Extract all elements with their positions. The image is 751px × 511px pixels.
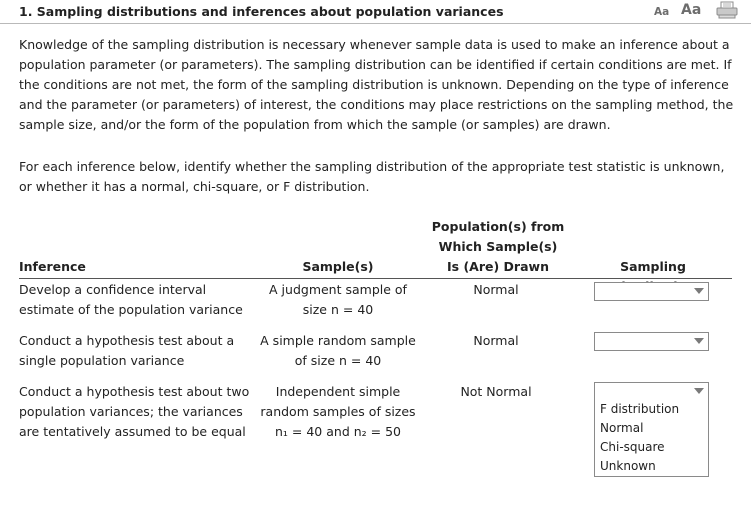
- intro-paragraph: Knowledge of the sampling distribution is necessary whenever sample data is used to make an inference about a population parameter (or parameters). The sampling distribution can be identified if certain conditions are met. If the conditions are not met, the form of the sampling distribution is unknown. Depending on the type of inference and the parameter (or parameters) of interest, the conditions may place restrictions on the sampling method, the sample size, and/or the form of the population from which the sample (or samples) are drawn.: [19, 37, 734, 132]
- chevron-down-icon: [694, 338, 704, 344]
- column-header-sample: Sample(s): [302, 259, 374, 274]
- row1-sample-line1: A judgment sample of: [269, 282, 407, 297]
- row2-sample: [258, 331, 418, 371]
- row3-inference: [19, 382, 254, 442]
- dropdown-option-unknown[interactable]: Unknown: [600, 459, 656, 473]
- dropdown-option-f-distribution[interactable]: F distribution: [600, 402, 680, 416]
- row2-sample-line2: of size n = 40: [294, 353, 382, 368]
- row1-sample-line2: size n = 40: [302, 302, 374, 317]
- column-header-population-line2: Which Sample(s): [438, 239, 558, 254]
- row2-inference-line1: Conduct a hypothesis test about a: [19, 333, 235, 348]
- row2-population: Normal: [473, 333, 519, 348]
- row2-sample-line1: A simple random sample: [260, 333, 416, 348]
- row1-population: Normal: [473, 282, 519, 297]
- row2-inference-line2: single population variance: [19, 353, 185, 368]
- row3-sample-line2: random samples of sizes: [260, 404, 416, 419]
- chevron-down-icon: [694, 388, 704, 394]
- dropdown-option-normal[interactable]: Normal: [600, 421, 644, 435]
- row1-sample: [258, 280, 418, 320]
- row1-distribution-select[interactable]: [594, 282, 709, 301]
- row3-distribution-select[interactable]: [594, 382, 709, 401]
- row1-inference: [19, 280, 254, 320]
- row3-inference-line1: Conduct a hypothesis test about two: [19, 384, 250, 399]
- column-header-population-line1: Population(s) from: [431, 219, 565, 234]
- question-title: 1. Sampling distributions and inferences about population variances: [19, 4, 504, 19]
- question-header: [0, 0, 751, 24]
- column-header-population: [428, 217, 568, 277]
- row3-dropdown-list: [594, 400, 709, 477]
- row2-inference: [19, 331, 254, 371]
- row1-inference-line2: estimate of the population variance: [19, 302, 243, 317]
- print-icon[interactable]: [716, 1, 738, 19]
- instructions-paragraph: For each inference below, identify whether the sampling distribution of the appropriate test statistic is unknown, or whether it has a normal, chi-square, or F distribution.: [19, 159, 725, 194]
- dropdown-option-chi-square[interactable]: Chi-square: [600, 440, 665, 454]
- row3-population: Not Normal: [460, 384, 532, 399]
- increase-font-button[interactable]: Aa: [681, 2, 702, 18]
- column-header-distribution: Sampling: [620, 259, 686, 274]
- row1-inference-line1: Develop a confidence interval: [19, 282, 207, 297]
- row2-distribution-select[interactable]: [594, 332, 709, 351]
- row3-sample: [258, 382, 418, 442]
- chevron-down-icon: [694, 288, 704, 294]
- row3-sample-line1: Independent simple: [275, 384, 401, 399]
- column-header-inference: Inference: [19, 259, 86, 274]
- decrease-font-button[interactable]: Aa: [654, 6, 670, 18]
- row3-inference-line2: population variances; the variances: [19, 404, 243, 419]
- table-header-divider: [19, 278, 732, 279]
- row3-sample-line3: n₁ = 40 and n₂ = 50: [275, 424, 401, 439]
- row3-inference-line3: are tentatively assumed to be equal: [19, 424, 246, 439]
- column-header-population-line3: Is (Are) Drawn: [447, 259, 549, 274]
